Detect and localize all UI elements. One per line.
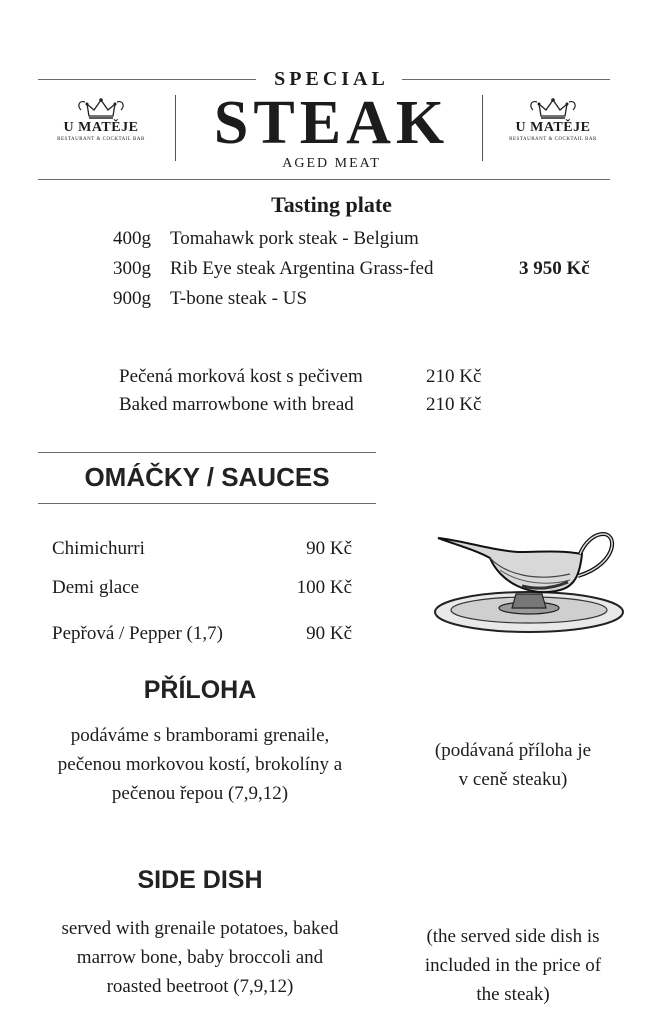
- marrow-item-name: Pečená morková kost s pečivem: [119, 366, 363, 387]
- marrow-item: [119, 366, 482, 388]
- header-bottom-rule: [38, 179, 610, 180]
- side-dish-note: [400, 922, 626, 1009]
- sauces-bottom-rule: [38, 503, 376, 504]
- header-special: SPECIAL: [274, 68, 389, 90]
- sauce-item-price: 100 Kč: [296, 577, 352, 598]
- side-dish-description: [0, 914, 400, 1001]
- side-dish-line: marrow bone, baby broccoli and: [76, 947, 324, 968]
- sauce-item-price: 90 Kč: [306, 538, 352, 559]
- sauce-item-name: Demi glace: [52, 577, 140, 598]
- side-dish-line: roasted beetroot (7,9,12): [106, 976, 294, 997]
- header-subtitle: AGED MEAT: [282, 156, 381, 171]
- tasting-item: [113, 258, 433, 280]
- side-dish-title: SIDE DISH: [137, 866, 263, 894]
- priloha-line: pečenou řepou (7,9,12): [111, 783, 289, 804]
- tasting-item-name: Tomahawk pork steak - Belgium: [170, 228, 419, 249]
- marrow-item: [119, 394, 482, 416]
- sauce-item-name: Chimichurri: [52, 538, 145, 559]
- side-dish-note-line: the steak): [476, 984, 550, 1005]
- tasting-price: 3 950 Kč: [519, 258, 590, 279]
- sauce-item-price: 90 Kč: [306, 623, 352, 644]
- logo-right-tagline: RESTAURANT & COCKTAIL BAR: [509, 137, 597, 142]
- crown-logo-icon: [529, 96, 577, 122]
- priloha-note-line: (podávaná příloha je: [434, 740, 592, 761]
- sauce-item: [52, 577, 352, 599]
- logo-left: [51, 96, 151, 162]
- sauce-item: [52, 538, 352, 560]
- tasting-item: [113, 288, 307, 310]
- priloha-note-line: v ceně steaku): [458, 769, 568, 790]
- sauces-title: OMÁČKY / SAUCES: [84, 462, 330, 492]
- side-dish-line: served with grenaile potatoes, baked: [61, 918, 339, 939]
- marrow-item-price: 210 Kč: [426, 394, 482, 415]
- priloha-title: PŘÍLOHA: [143, 676, 257, 704]
- priloha-line: podáváme s bramborami grenaile,: [70, 725, 330, 746]
- crown-logo-icon: [77, 96, 125, 122]
- priloha-note: [400, 736, 626, 794]
- sauce-item: [52, 623, 352, 645]
- logo-left-name: U MATĚJE: [63, 120, 139, 135]
- tasting-item-weight: 300g: [113, 258, 151, 279]
- sauce-item-name: Pepřová / Pepper (1,7): [52, 623, 223, 644]
- logo-right-name: U MATĚJE: [515, 120, 591, 135]
- side-dish-note-line: included in the price of: [424, 955, 602, 976]
- marrow-item-name: Baked marrowbone with bread: [119, 394, 354, 415]
- side-dish-note-line: (the served side dish is: [426, 926, 600, 947]
- priloha-description: [0, 721, 400, 808]
- tasting-item-name: T-bone steak - US: [170, 288, 308, 309]
- tasting-item-weight: 900g: [113, 288, 151, 309]
- header-title: STEAK: [213, 89, 450, 157]
- header-divider-right: [482, 95, 483, 161]
- tasting-item-name: Rib Eye steak Argentina Grass-fed: [170, 258, 434, 279]
- marrow-item-price: 210 Kč: [426, 366, 482, 387]
- tasting-item-weight: 400g: [113, 228, 151, 249]
- header-divider-left: [175, 95, 176, 161]
- tasting-item: [113, 228, 419, 250]
- sauces-top-rule: [38, 452, 376, 453]
- logo-left-tagline: RESTAURANT & COCKTAIL BAR: [57, 137, 145, 142]
- priloha-line: pečenou morkovou kostí, brokolíny a: [57, 754, 343, 775]
- logo-right: [503, 96, 603, 162]
- gravy-boat-icon: [430, 524, 628, 636]
- tasting-title: Tasting plate: [271, 192, 392, 217]
